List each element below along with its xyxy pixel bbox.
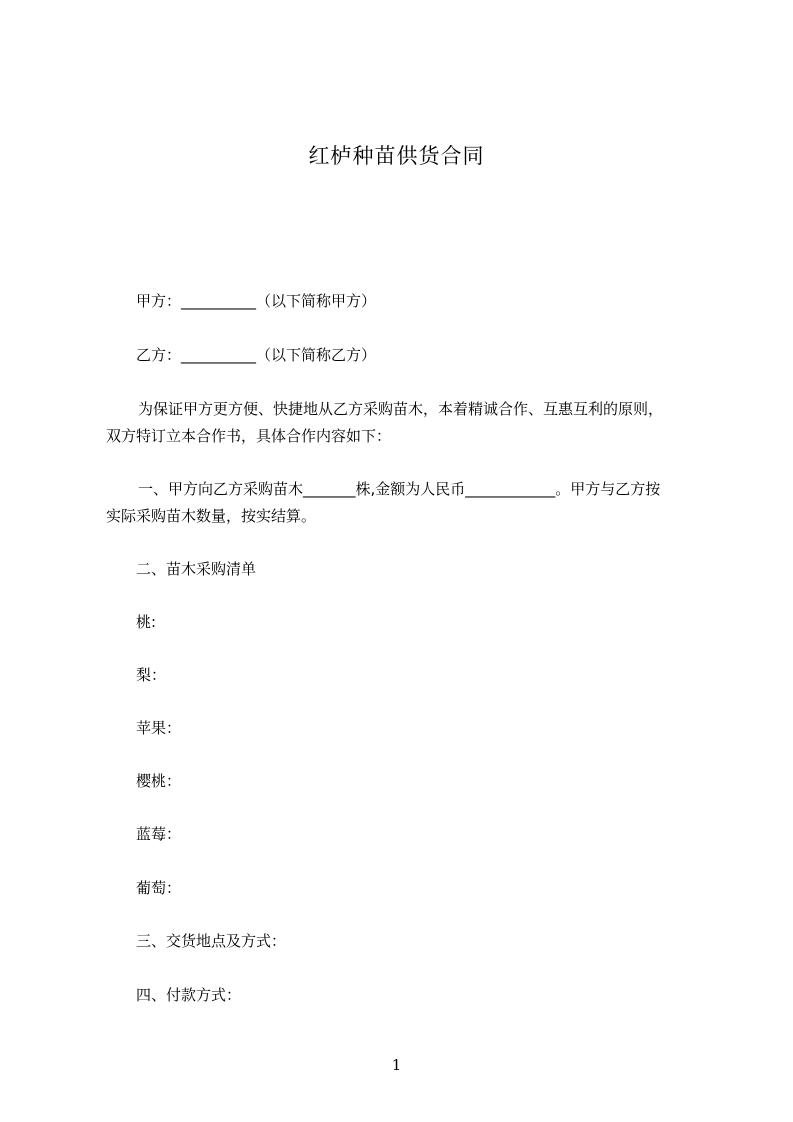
item-cherry: 樱桃： xyxy=(136,772,182,790)
clause-1-paragraph xyxy=(106,476,706,530)
document-title: 红栌种苗供货合同 xyxy=(308,144,485,168)
item-pear: 梨： xyxy=(136,666,167,684)
intro-paragraph xyxy=(106,396,706,450)
clause-2-heading: 二、苗木采购清单 xyxy=(136,560,257,578)
clause-4-heading: 四、付款方式： xyxy=(136,986,242,1004)
party-b-line: 乙方：__________（以下简称乙方） xyxy=(136,346,377,364)
page-number: 1 xyxy=(391,1056,402,1074)
party-a-line: 甲方：__________（以下简称甲方） xyxy=(136,292,377,310)
item-peach: 桃: xyxy=(136,613,157,631)
clause-1-line-2: 实际采购苗木数量，按实结算。 xyxy=(106,507,317,525)
intro-line-1: 为保证甲方更方便、快捷地从乙方采购苗木，本着精诚合作、互惠互利的原则， xyxy=(138,400,664,418)
clause-1-line-1: 一、甲方向乙方采购苗木_______株,金额为人民币____________。甲方与乙方按 xyxy=(138,480,661,498)
item-apple: 苹果： xyxy=(136,719,182,737)
intro-line-2: 双方特订立本合作书，具体合作内容如下： xyxy=(106,427,392,445)
item-blueberry: 蓝莓： xyxy=(136,825,182,843)
clause-3-heading: 三、交货地点及方式： xyxy=(136,932,287,950)
item-grape: 葡萄： xyxy=(136,879,182,897)
